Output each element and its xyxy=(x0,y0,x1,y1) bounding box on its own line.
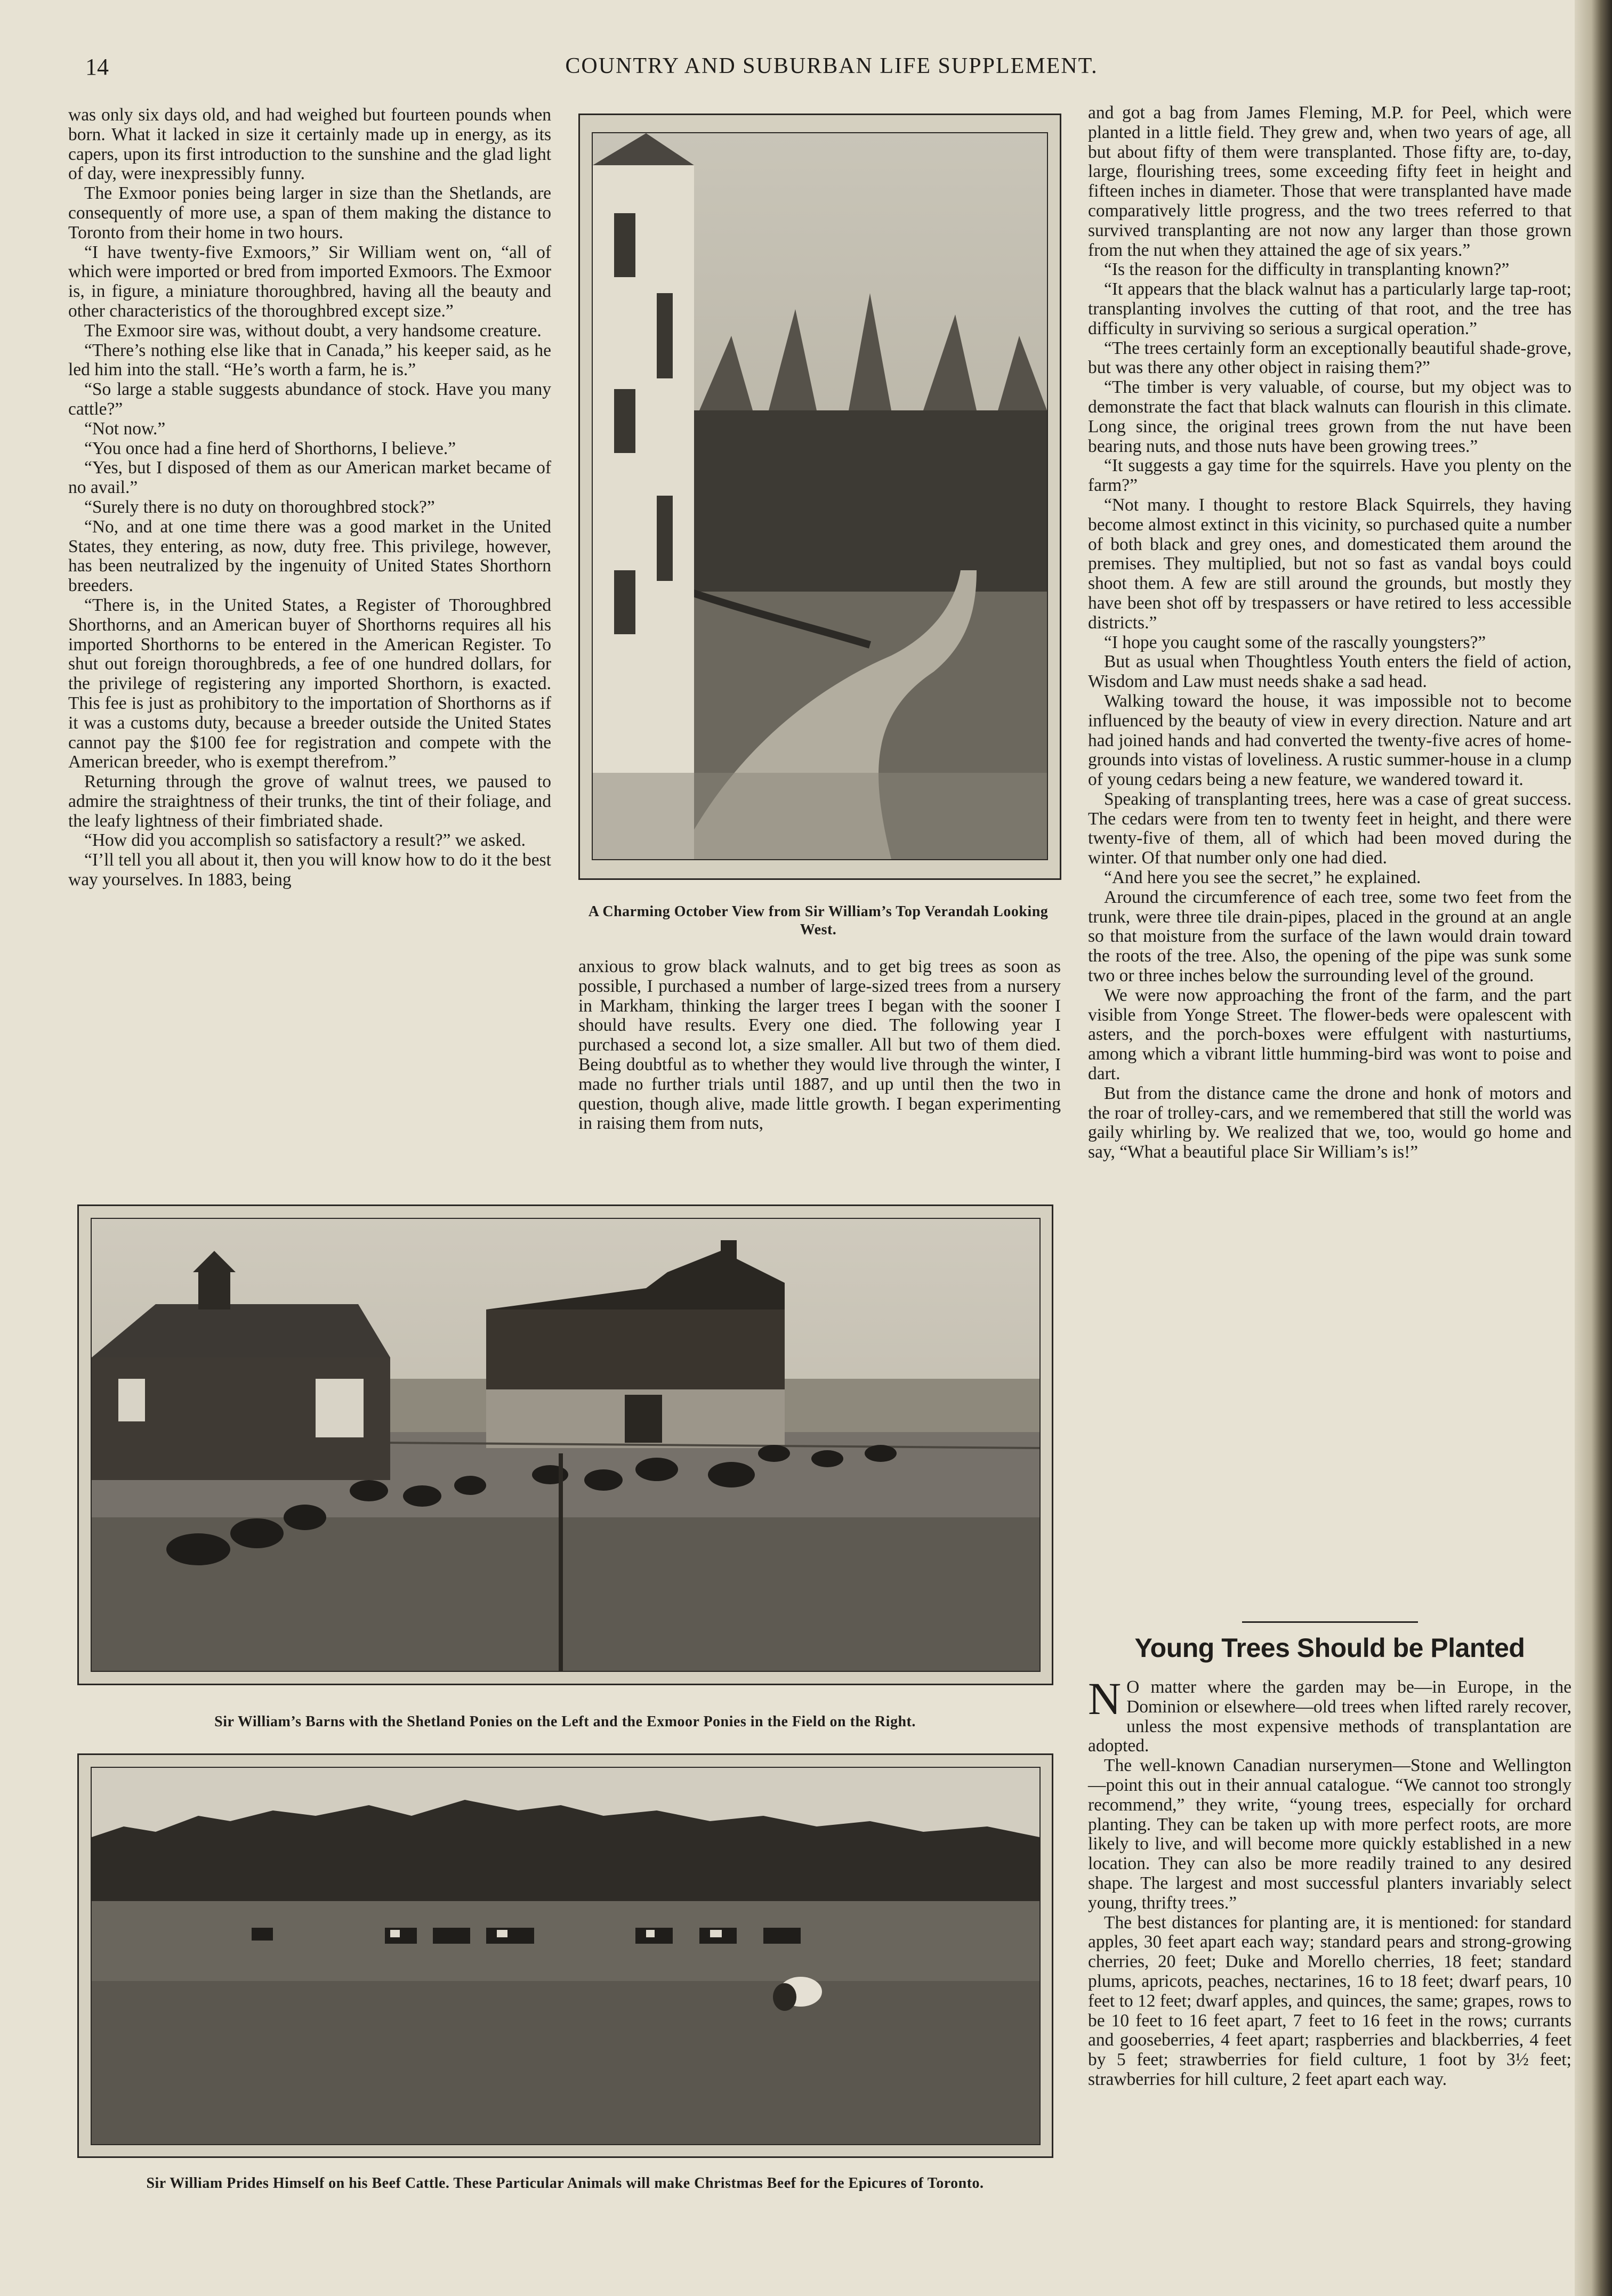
photo-verandah-view xyxy=(592,132,1048,860)
drop-cap: N xyxy=(1088,1673,1122,1724)
photo-barns-ponies xyxy=(91,1218,1041,1672)
paragraph: The well-known Canadian nurserymen—Stone and Wellington—point this out in their annual catalogue. “We cannot too strongly recommend,” they write, “young trees, especially for orchard planting. They can be taken up with more perfect roots, are more likely to live, and will become more quickly established in a new location. They can also be more readily trained to any desired shape. The largest and most successful planters invariably select young, thrifty trees.” xyxy=(1088,1756,1571,1913)
paragraph: “I’ll tell you all about it, then you will know how to do it the best way yourselves. In 1883, being xyxy=(68,850,551,890)
paragraph: The Exmoor sire was, without doubt, a very handsome creature. xyxy=(84,320,542,341)
photo-frame-cattle xyxy=(77,1753,1053,2158)
paragraph: anxious to grow black walnuts, and to get big trees as soon as possible, I purchased a number of large-sized trees from a nursery in Markham, thinking the larger trees I began with the sooner I should have results. Every one died. The following year I purchased a second lot, a size smaller. All but two of them died. Being doubtful as to whether they would live through the winter, I made no further trials until 1887, and up until then the two in question, though alive, made little growth. I began experimenting in raising them from nuts, xyxy=(578,957,1061,1134)
photo-frame-barns xyxy=(77,1204,1053,1685)
paragraph: “The trees certainly form an exceptionally beautiful shade-grove, but was there any other object in raising them?” xyxy=(1088,338,1571,378)
paragraph: But as usual when Thoughtless Youth enters the field of action, Wisdom and Law must needs shake a sad head. xyxy=(1088,652,1571,692)
paragraph: “No, and at one time there was a good market in the United States, they entering, as now, duty free. This privilege, however, has been neutralized by the ingenuity of United States Shorthorn breeders. xyxy=(68,516,551,596)
page-edge-shadow xyxy=(1575,0,1612,2296)
section-divider xyxy=(1242,1621,1418,1623)
article-column-1 xyxy=(68,106,551,890)
paragraph: “How did you accomplish so satisfactory a result?” we asked. xyxy=(84,830,526,851)
paragraph: “And here you see the secret,” he explained. xyxy=(1104,868,1421,888)
paragraph-text: O matter where the garden may be—in Europe, in the Dominion or elsewhere—old trees when lifted rarely recover, unless the most expensive methods of transplantation are adopted. xyxy=(1088,1677,1571,1756)
photo-beef-cattle xyxy=(91,1767,1041,2145)
paragraph: “Not many. I thought to restore Black Squirrels, they having become almost extinct in this vicinity, so purchased quite a number of both black and grey ones, and domesticated them around the premises. They multiplied, but not so fast as vandal boys could shoot them. A few are still around the grounds, but mostly they have been shot off by trespassers or have retired to less accessible districts.” xyxy=(1088,495,1571,633)
page-header xyxy=(85,53,1578,85)
caption-verandah-photo: A Charming October View from Sir William’s Top Verandah Looking West. xyxy=(588,903,1049,938)
paragraph: “Is the reason for the difficulty in transplanting known?” xyxy=(1104,260,1510,280)
paragraph xyxy=(1088,1673,1571,1756)
paragraph: “It suggests a gay time for the squirrels. Have you plenty on the farm?” xyxy=(1088,456,1571,496)
paragraph: “There’s nothing else like that in Canada,” his keeper said, as he led him into the stall. “He’s worth a farm, he is.” xyxy=(68,340,551,380)
section-heading: Young Trees Should be Planted xyxy=(1134,1633,1525,1663)
paragraph: “Yes, but I disposed of them as our American market became of no avail.” xyxy=(68,458,551,498)
paragraph: “So large a stable suggests abundance of stock. Have you many cattle?” xyxy=(68,379,551,419)
paragraph: Walking toward the house, it was impossible not to become influenced by the beauty of view in every direction. Nature and art had joined hands and had converted the twenty-five acres of home-grounds into vistas of loveliness. A rustic summer-house in a clump of young cedars being a new feature, we wandered toward it. xyxy=(1088,691,1571,790)
paragraph: was only six days old, and had weighed but fourteen pounds when born. What it lacked in size it certainly made up in energy, as its capers, upon its first introduction to the sunshine and the glad light of day, were inexpressibly funny. xyxy=(68,105,551,184)
photo-frame-verandah xyxy=(578,114,1061,880)
paragraph: The Exmoor ponies being larger in size than the Shetlands, are consequently of more use, a span of them making the distance to Toronto from their home in two hours. xyxy=(68,183,551,242)
paragraph: “There is, in the United States, a Register of Thoroughbred Shorthorns, and an American buyer of Shorthorns requires all his imported Shorthorns to be entered in the American Register. To shut out foreign thoroughbreds, a fee of one hundred dollars, for the privilege of registering any imported Shorthorn, is exacted. This fee is just as prohibitory to the importation of Shorthorns as if it was a customs duty, because a breeder outside the United States cannot pay the $100 fee for registration and compete with the American breeder, who is exempt therefrom.” xyxy=(68,595,551,772)
paragraph: “I have twenty-five Exmoors,” Sir William went on, “all of which were imported or bred from imported Exmoors. The Exmoor is, in figure, a miniature thoroughbred, having all the beauty and other characteristics of the thoroughbred except size.” xyxy=(68,242,551,321)
paragraph: Returning through the grove of walnut trees, we paused to admire the straightness of their trunks, the tint of their foliage, and the leafy lightness of their fimbriated shade. xyxy=(68,772,551,831)
running-head: COUNTRY AND SUBURBAN LIFE SUPPLEMENT. xyxy=(565,54,1098,78)
paragraph: Around the circumference of each tree, some two feet from the trunk, were three tile drain-pipes, placed in the ground at an angle so that moisture from the surface of the lawn would drain toward the roots of the tree. Also, the opening of the pipe was sunk some two or three inches below the surrounding level of the ground. xyxy=(1088,887,1571,986)
paragraph: “Not now.” xyxy=(84,418,166,439)
paragraph: We were now approaching the front of the farm, and the part visible from Yonge Street. The flower-beds were opalescent with asters, and the porch-boxes were effulgent with nasturtiums, among which a vibrant little humming-bird was wont to poise and dart. xyxy=(1088,985,1571,1084)
paragraph: “You once had a fine herd of Shorthorns, I believe.” xyxy=(84,438,456,458)
caption-barns-photo: Sir William’s Barns with the Shetland Ponies on the Left and the Exmoor Ponies in the Field on the Right. xyxy=(214,1713,916,1730)
paragraph: and got a bag from James Fleming, M.P. for Peel, which were planted in a little field. They grew and, when two years of age, all but about fifty of them were transplanted. Those fifty are, to-day, large, flourishing trees, some exceeding fifty feet in height and fifteen inches in diameter. Those that were transplanted have made comparatively little progress, and the two trees referred to that survived transplanting are not now any larger than those grown from the nut when they attained the age of six years.” xyxy=(1088,103,1571,260)
paragraph: The best distances for planting are, it is mentioned: for standard apples, 30 feet apart each way; standard pears and strong-growing cherries, 20 feet; Duke and Morello cherries, 18 feet; standard plums, apricots, peaches, nectarines, 16 to 18 feet; dwarf pears, 10 feet to 12 feet; dwarf apples, and quinces, the same; grapes, rows to be 10 feet to 16 feet apart, 7 feet to 16 feet in the rows; currants and gooseberries, 4 feet apart; raspberries and blackberries, 4 feet by 5 feet; strawberries for field culture, 1 foot by 3½ feet; strawberries for hill culture, 2 feet apart each way. xyxy=(1088,1912,1571,2089)
article-column-3 xyxy=(1088,103,1571,1162)
section-young-trees xyxy=(1088,1673,1571,2090)
page-number: 14 xyxy=(85,54,109,80)
paragraph: “Surely there is no duty on thoroughbred stock?” xyxy=(84,497,435,517)
caption-cattle-photo: Sir William Prides Himself on his Beef Cattle. These Particular Animals will make Christmas Beef for the Epicures of Toronto. xyxy=(146,2175,984,2192)
paragraph: But from the distance came the drone and honk of motors and the roar of trolley-cars, and we remembered that still the world was gaily whirling by. We realized that we, too, would go home and say, “What a beautiful place Sir William’s is!” xyxy=(1088,1083,1571,1162)
paragraph: Speaking of transplanting trees, here was a case of great success. The cedars were from ten to twenty feet in height, and there were twenty-five of them, all of which had been moved during the winter. Of that number only one had died. xyxy=(1088,789,1571,868)
paragraph: “It appears that the black walnut has a particularly large tap-root; transplanting involves the cutting of that root, and the tree has difficulty in surviving so serious a surgical operation.” xyxy=(1088,279,1571,338)
article-column-2 xyxy=(578,957,1061,1134)
paragraph: “I hope you caught some of the rascally youngsters?” xyxy=(1104,632,1486,652)
paragraph: “The timber is very valuable, of course, but my object was to demonstrate the fact that black walnuts can flourish in this climate. Long since, the original trees grown from the nut have been bearing nuts, and those nuts have been growing trees.” xyxy=(1088,377,1571,456)
